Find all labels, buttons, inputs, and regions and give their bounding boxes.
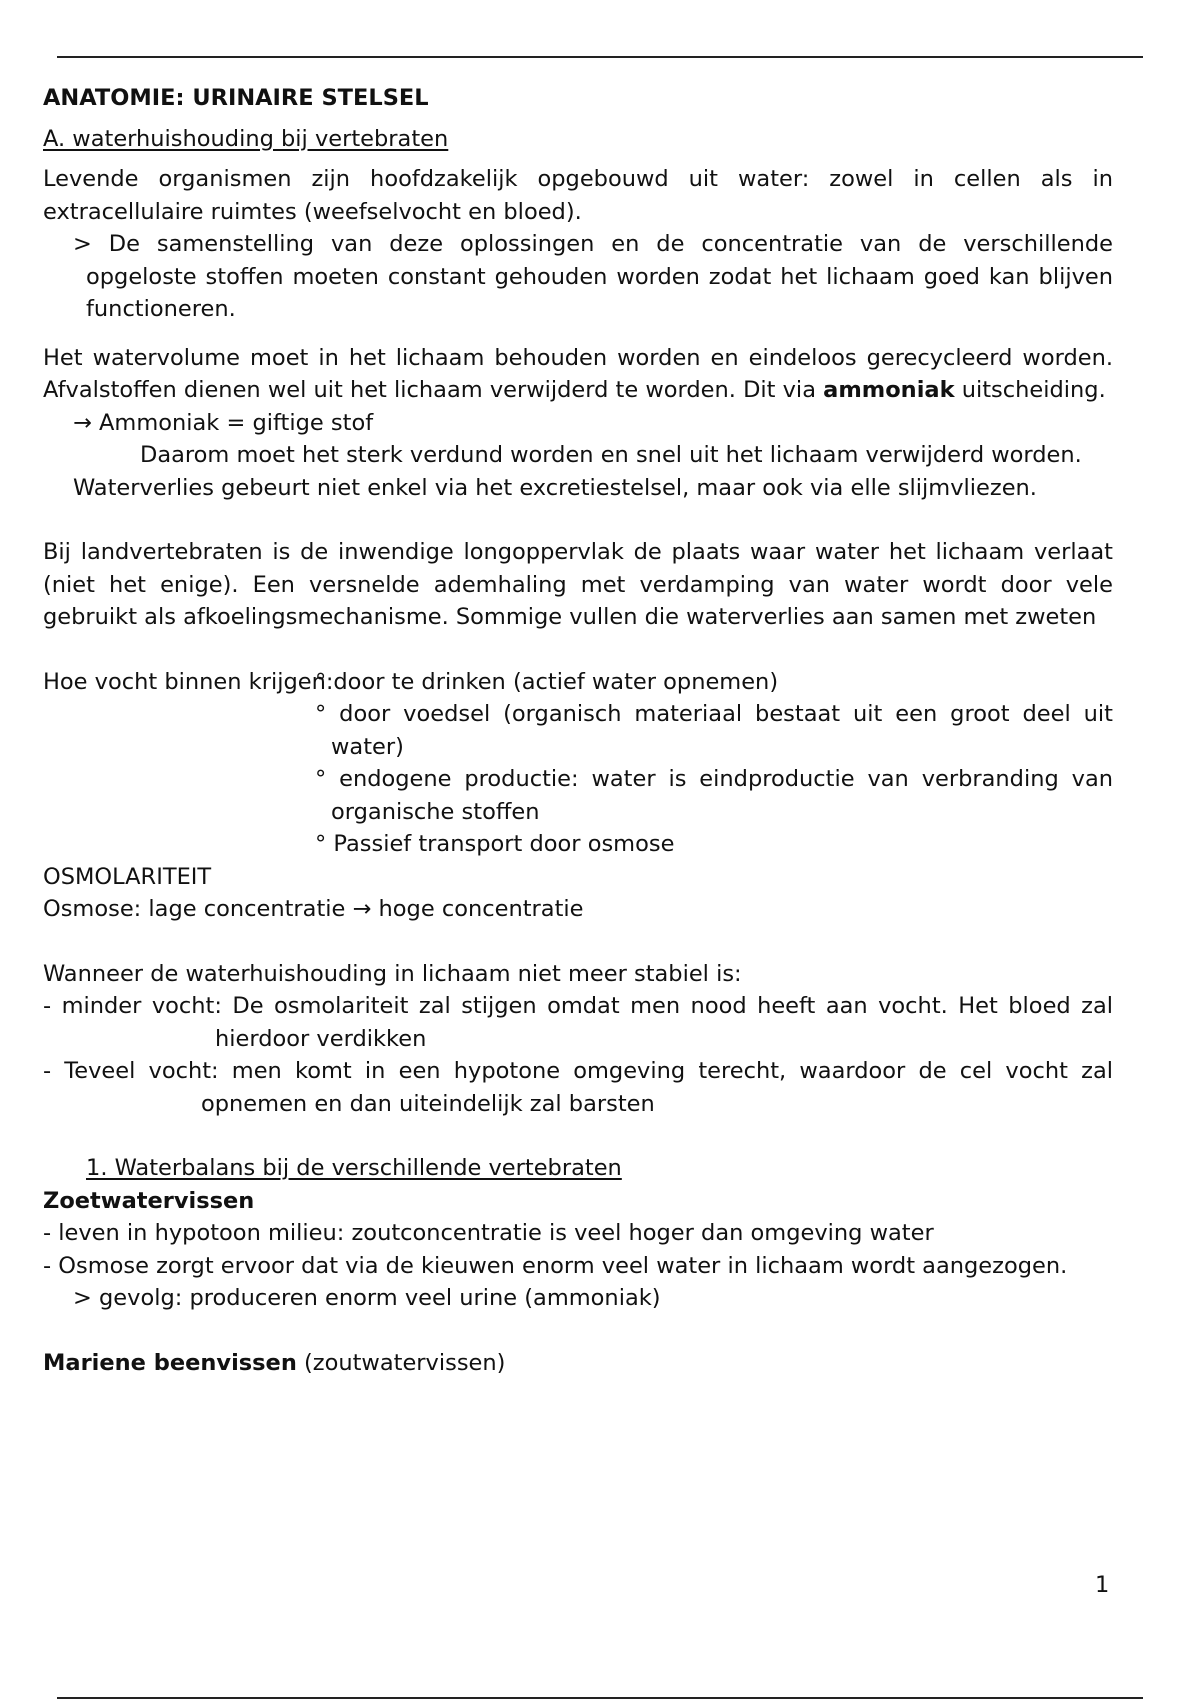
osmolariteit-heading: OSMOLARITEIT	[43, 863, 212, 890]
unstable-intro: Wanneer de waterhuishouding in lichaam niet meer stabiel is:	[43, 960, 742, 987]
section-heading-a: A. waterhuishouding bij vertebraten	[43, 125, 449, 152]
page-number: 1	[1095, 1572, 1110, 1598]
header-rule	[57, 56, 1143, 58]
subsection-heading-1-text: 1. Waterbalans bij de verschillende vertebraten	[86, 1155, 622, 1181]
waterverlies-line: Waterverlies gebeurt niet enkel via het excretiestelsel, maar ook via elle slijmvliezen.	[73, 474, 1037, 501]
zoetwater-item-1: - leven in hypotoon milieu: zoutconcentratie is veel hoger dan omgeving water	[43, 1220, 934, 1246]
ammoniak-arrow-line: → Ammoniak = giftige stof	[73, 409, 374, 436]
paragraph-organisms-sub: > De samenstelling van deze oplossingen en de concentratie van de verschillende opgeloste stoffen moeten constant gehouden worden zodat het lichaam goed kan blijven functioneren.	[73, 231, 1113, 322]
intake-label: Hoe vocht binnen krijgen:	[43, 668, 334, 695]
watervolume-text-a: Het watervolume moet in het lichaam behouden worden en eindeloos gerecycleerd worden. Afvalstoffen dienen wel uit het lichaam verwijderd te worden. Dit via	[43, 344, 1113, 403]
paragraph-watervolume	[43, 342, 1113, 407]
intake-list	[43, 666, 1113, 861]
footer-rule	[57, 1697, 1143, 1699]
paragraph-organisms: Levende organismen zijn hoofdzakelijk opgebouwd uit water: zowel in cellen als in extracellulaire ruimtes (weefselvocht en bloed).	[43, 166, 1113, 225]
page-title: ANATOMIE: URINAIRE STELSEL	[43, 85, 429, 111]
document-page	[43, 82, 1113, 1379]
intake-item-endogeen: ° endogene productie: water is eindproductie van verbranding van organische stoffen	[315, 766, 1113, 825]
unstable-minder-vocht: - minder vocht: De osmolariteit zal stijgen omdat men nood heeft aan vocht. Het bloed zal hierdoor verdikken	[43, 993, 1113, 1052]
mariene-bold: Mariene beenvissen	[43, 1349, 297, 1376]
intake-item-voedsel: ° door voedsel (organisch materiaal bestaat uit een groot deel uit water)	[315, 701, 1113, 760]
ammoniak-explanation: Daarom moet het sterk verdund worden en snel uit het lichaam verwijderd worden.	[140, 442, 1082, 468]
paragraph-landvertebraten: Bij landvertebraten is de inwendige longoppervlak de plaats waar water het lichaam verlaat (niet het enige). Een versnelde ademhaling met verdamping van water wordt door vele gebruikt als afkoelingsmechanisme. Sommige vullen die waterverlies aan samen met zweten	[43, 539, 1113, 630]
zoetwater-item-2: - Osmose zorgt ervoor dat via de kieuwen enorm veel water in lichaam wordt aangezogen.	[43, 1252, 1068, 1279]
unstable-teveel-vocht: - Teveel vocht: men komt in een hypotone omgeving terecht, waardoor de cel vocht zal opnemen en dan uiteindelijk zal barsten	[43, 1058, 1113, 1117]
ammoniak-bold: ammoniak	[823, 377, 955, 403]
intake-item-drinken: ° door te drinken (actief water opnemen)	[315, 668, 779, 695]
zoetwater-gevolg: > gevolg: produceren enorm veel urine (ammoniak)	[73, 1285, 661, 1311]
intake-item-osmose: ° Passief transport door osmose	[315, 831, 675, 857]
subsection-heading-1	[43, 1152, 1113, 1185]
intake-bullets	[315, 666, 1113, 861]
mariene-rest: (zoutwatervissen)	[296, 1349, 506, 1376]
zoetwatervissen-heading: Zoetwatervissen	[43, 1187, 255, 1214]
watervolume-text-b: uitscheiding.	[954, 377, 1106, 403]
osmose-definition: Osmose: lage concentratie → hoge concentratie	[43, 896, 584, 922]
mariene-beenvissen-line	[43, 1347, 1113, 1380]
